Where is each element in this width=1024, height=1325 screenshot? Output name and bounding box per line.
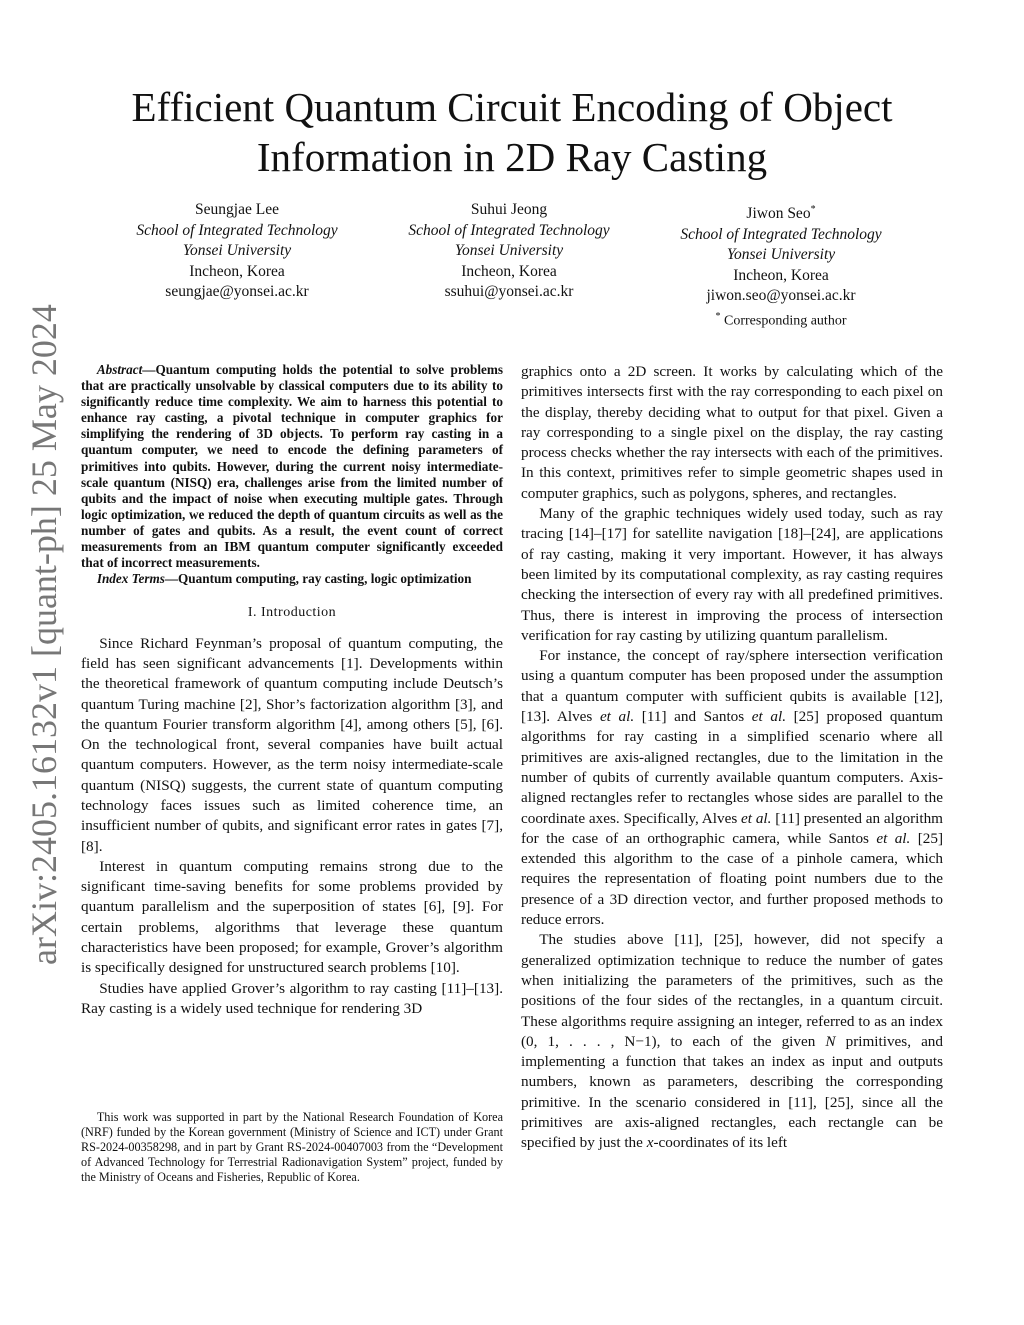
author-university: Yonsei University (182, 242, 292, 259)
author-affiliation: School of Integrated Technology (136, 221, 338, 239)
text-run: [25] proposed quantum algorithms for ray casting in a simplified scenario where all primitives are axis-aligned rectangles, due to the limitation in the number of qubits of currently available quantum computers. Axis-aligned rectangles refer to rectangles whose sides are parallel to the coordinate axes. Specifically, Alves (521, 708, 943, 827)
author-name-row (651, 200, 911, 225)
text-run: -coordinates of its left (653, 1134, 788, 1152)
text-run: [25] extended this algorithm to the case of a pinhole camera, which requires the representation of floating point numbers due to the presence of a 3D direction vector, and further proposed methods to reduce errors. (521, 829, 944, 929)
abstract-label: Abstract (96, 362, 143, 377)
x-variable: x (646, 1134, 654, 1152)
arxiv-identifier: arXiv:2405.16132v1 [quant-ph] 25 May 2024 (24, 304, 64, 965)
left-column (81, 362, 503, 1019)
right-paragraph-4 (521, 930, 943, 1153)
text-run: [11] presented an algorithm for the case of an orthographic camera, while Santos (521, 809, 943, 847)
corresponding-note-mark: * (715, 310, 721, 322)
footnote-text: This work was supported in part by the National Research Foundation of Korea (NRF) funded by the Korean government (Ministry of Science and ICT) under Grant RS-2024-00358298, and in part by Grant RS-2024-00407003 from the “Development of Advanced Technology for Terrestrial Radionavigation System” project, funded by the Ministry of Oceans and Fisheries, Republic of Korea. (81, 1110, 503, 1185)
right-paragraph-3 (521, 646, 943, 930)
abstract-text: —Quantum computing holds the potential to solve problems that are practically unsolvable by classical computers due to its ability to significantly reduce time complexity. We aim to harness this potential to enhance ray casting, a pivotal technique in computer graphics for simplifying the rendering of 3D objects. To perform ray casting in a quantum computer, we need to encode the defining parameters of primitives into qubits. However, during the current noisy intermediate-scale quantum (NISQ) era, challenges arise from the limited number of qubits and the impact of noise when executing multiple gates. Through logic optimization, we reduced the depth of quantum circuits as well as the number of gates and qubits. As a result, the event count of correct measurements from an IBM quantum computer significantly exceeded that of incorrect measurements. (81, 362, 503, 571)
author-block-2 (379, 200, 639, 303)
author-affiliation: School of Integrated Technology (408, 221, 610, 239)
author-email[interactable]: seungjae@yonsei.ac.kr (165, 283, 309, 300)
text-run: For instance, the concept of ray/sphere intersection verification using a quantum computer has been proposed under the assumption that a quantum computer with sufficient qubits is available [12], [13]. Alves (521, 647, 943, 726)
author-name: Seungjae Lee (195, 201, 279, 218)
et-al: et al. (876, 829, 911, 847)
author-location: Incheon, Korea (733, 266, 829, 284)
author-name: Suhui Jeong (470, 201, 548, 218)
author-university: Yonsei University (454, 242, 564, 259)
et-al: et al. (751, 708, 786, 726)
section-heading-introduction: I. Introduction (247, 605, 337, 621)
text-run: primitives, and implementing a function that takes an index as input and outputs numbers, known as parameters, describing the corresponding primitive. In the scenario considered in [11], [25], since all the primitives are axis-aligned rectangles, each rectangle can be specified by just the (521, 1032, 943, 1152)
funding-footnote (81, 1110, 503, 1185)
corresponding-author-note (651, 307, 911, 332)
right-column (521, 362, 943, 1154)
right-paragraph-2: Many of the graphic techniques widely used today, such as ray tracing [14]–[17] for satellite navigation [18]–[24], are applications of ray casting, making it very important. However, it has always been limited by its computational complexity, as ray casting requires checking the intersection of every ray with all predefined primitives. Thus, there is interest in improving the process of intersection verification for ray casting by utilizing quantum parallelism. (521, 505, 943, 644)
index-terms (81, 571, 503, 587)
intro-paragraph-2: Interest in quantum computing remains strong due to the significant time-saving benefits for some problems provided by quantum parallelism and the superposition of states [6], [9]. For certain problems, algorithms that leverage these quantum characteristics have been proposed; for example, Grover’s algorithm is specifically designed for unstructured search problems [10]. (81, 857, 503, 977)
index-set-math: (0, 1, . . . , N−1) (521, 1032, 657, 1050)
author-email[interactable]: ssuhui@yonsei.ac.kr (444, 283, 574, 300)
corresponding-mark: * (810, 204, 816, 215)
right-paragraph-1: graphics onto a 2D screen. It works by calculating which of the primitives intersects first with the ray corresponding to each pixel on the display, thereby deciding what to output for that pixel. Given a ray corresponding to a single pixel on the display, the ray casting process checks whether the ray intersects with each of the primitives. In this context, primitives refer to simple geometric shapes used in computer graphics, such as polygons, spheres, and rectangles. (521, 363, 943, 502)
abstract (81, 362, 503, 571)
title-line-1: Efficient Quantum Circuit Encoding of Object (131, 84, 893, 130)
paper-title (80, 82, 944, 182)
author-block-3 (651, 200, 911, 332)
et-al: et al. (599, 708, 635, 726)
text-run: , to each of the given (656, 1032, 826, 1050)
text-run: The studies above [11], [25], however, did not specify a generalized optimization technique to reduce the number of gates when initializing the parameters of the primitives, such as the positions of the four sides of the rectangles, in a quantum circuit. These algorithms require assigning an integer, referred to as an index (521, 931, 943, 1030)
intro-paragraph-1: Since Richard Feynman’s proposal of quantum computing, the field has seen significant advancements [1]. Developments within the theoretical framework of quantum computing include Deutsch’s quantum Turing machine [2], Shor’s factorization algorithm [3], and the quantum Fourier transform algorithm [4], among others [5], [6]. On the technological front, several companies have built actual quantum computers. However, as the term noisy intermediate-scale quantum (NISQ) suggests, the current state of quantum computing technology faces issues such as limited coherence time, an insufficient number of qubits, and significant error rates in gates [7], [8]. (81, 634, 503, 855)
index-terms-label: Index Terms (96, 571, 165, 587)
author-block-1 (107, 200, 367, 303)
author-location: Incheon, Korea (189, 262, 285, 280)
author-email[interactable]: jiwon.seo@yonsei.ac.kr (706, 287, 856, 305)
author-location: Incheon, Korea (461, 262, 557, 280)
intro-paragraph-3: Studies have applied Grover’s algorithm to ray casting [11]–[13]. Ray casting is a widely used technique for rendering 3D (81, 979, 503, 1017)
et-al: et al. (741, 809, 772, 827)
n-variable: N (825, 1032, 836, 1050)
text-run: [11] and Santos (634, 708, 752, 726)
index-terms-text: —Quantum computing, ray casting, logic optimization (164, 571, 472, 587)
title-line-2: Information in 2D Ray Casting (256, 134, 768, 180)
author-university: Yonsei University (726, 246, 836, 264)
author-name: Jiwon Seo (746, 205, 811, 223)
corresponding-note-text: Corresponding author (724, 313, 847, 329)
author-affiliation: School of Integrated Technology (680, 225, 882, 243)
